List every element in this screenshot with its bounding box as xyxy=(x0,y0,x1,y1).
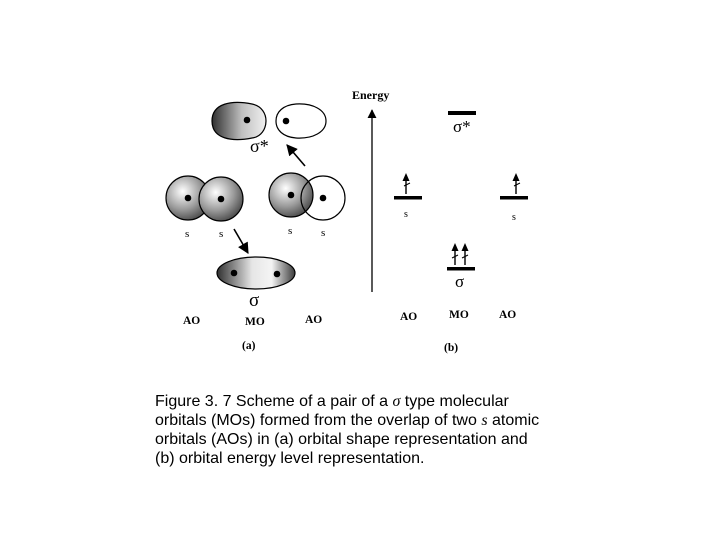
nucleus-dot xyxy=(185,195,192,202)
caption-sigma-symbol: σ xyxy=(392,393,401,410)
s-label: s xyxy=(185,228,190,240)
sigma-star-left-lobe xyxy=(212,102,266,139)
arrow-to-sigma xyxy=(234,229,248,253)
ao-label-left-a: AO xyxy=(183,315,201,327)
sigma-label-a: σ xyxy=(249,290,260,311)
energy-axis-label: Energy xyxy=(352,88,390,102)
nucleus-dot xyxy=(244,117,251,124)
panel-b xyxy=(352,88,528,354)
sigma-label-b: σ xyxy=(455,272,465,291)
figure-caption xyxy=(155,392,595,468)
s-label: s xyxy=(219,228,224,240)
electron-spin-up-arrow xyxy=(513,173,521,194)
ao-label-left-b: AO xyxy=(400,311,418,323)
sigma-star-orbital-shape xyxy=(212,102,326,139)
s-label: s xyxy=(321,227,326,239)
s-label-left-b: s xyxy=(404,209,408,220)
in-phase-s-orbitals xyxy=(166,176,243,221)
ao-label-right-b: AO xyxy=(499,309,517,321)
s-label-right-b: s xyxy=(512,212,516,223)
sigma-star-level xyxy=(448,111,476,115)
panel-b-label: (b) xyxy=(444,342,459,354)
s-label: s xyxy=(288,225,293,237)
caption-line: orbitals (AOs) in (a) orbital shape representation and xyxy=(155,431,528,448)
arrow-to-sigma-star xyxy=(287,145,305,166)
caption-s-symbol: s xyxy=(481,412,488,429)
caption-line: orbitals (MOs) formed from the overlap of two s atomic xyxy=(155,412,540,429)
ao-label-right-a: AO xyxy=(305,314,323,326)
ao-level-right xyxy=(500,196,528,200)
electron-spin-up-arrow xyxy=(403,173,411,194)
ao-level-left xyxy=(394,196,422,200)
nucleus-dot xyxy=(283,118,290,125)
panel-a xyxy=(166,102,345,352)
out-of-phase-s-orbitals xyxy=(269,173,345,220)
caption-line: (b) orbital energy level representation. xyxy=(155,450,425,467)
sigma-level xyxy=(447,267,475,271)
mo-label-b: MO xyxy=(449,309,469,321)
caption-line: Figure 3. 7 Scheme of a pair of a σ type molecular xyxy=(155,393,509,410)
nucleus-dot xyxy=(231,270,238,277)
nucleus-dot xyxy=(320,195,327,202)
mo-label-a: MO xyxy=(245,316,265,328)
electron-pair-arrows xyxy=(452,243,469,265)
sigma-star-label-a: σ* xyxy=(250,136,269,156)
sigma-bonding-ellipse xyxy=(217,257,295,289)
nucleus-dot xyxy=(274,271,281,278)
sigma-orbital-shape xyxy=(217,257,295,289)
sigma-star-label-b: σ* xyxy=(453,117,471,136)
nucleus-dot xyxy=(288,192,295,199)
nucleus-dot xyxy=(218,196,225,203)
panel-a-label: (a) xyxy=(242,340,256,352)
